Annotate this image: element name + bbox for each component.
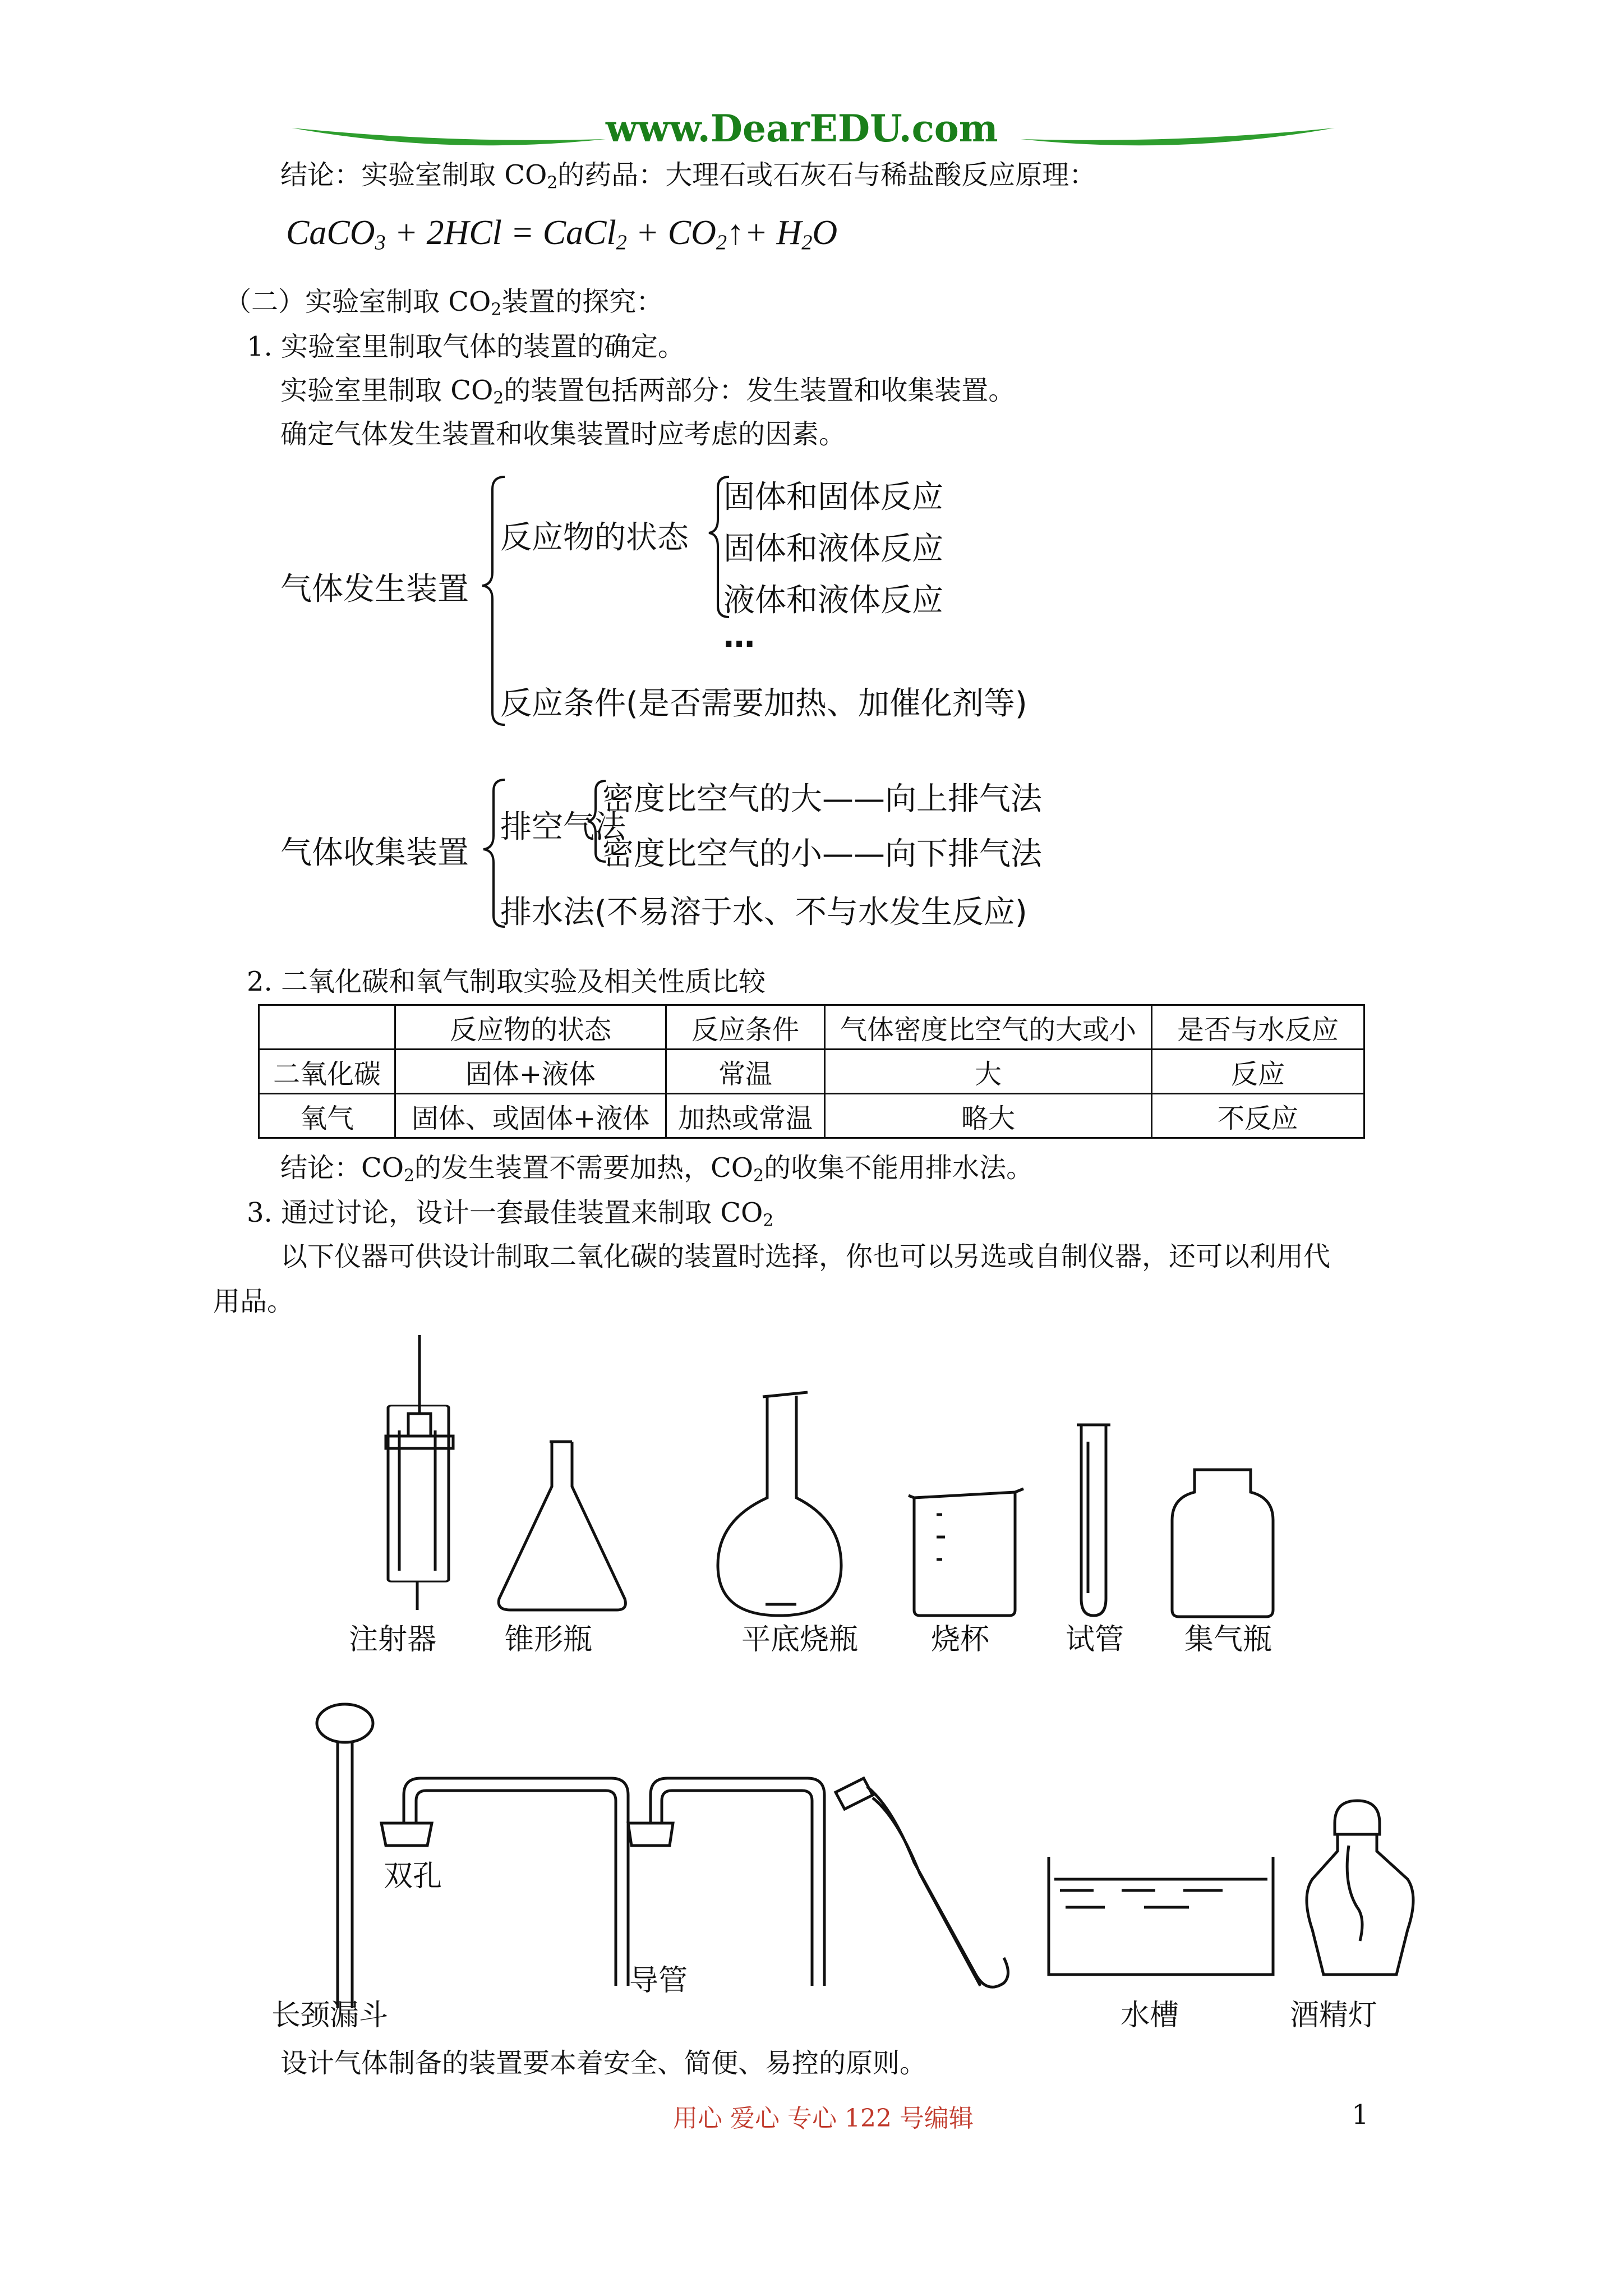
apparatus-label: 烧杯 (931, 1623, 990, 1657)
gen-branch-conditions: 反应条件(是否需要加热、加催化剂等) (500, 685, 1027, 722)
col-branch-water: 排水法(不易溶于水、不与水发生反应) (500, 894, 1027, 931)
item1-line1: 实验室里制取 $CO_2$的装置包括两部分：发生装置和收集装置。 (280, 375, 1016, 408)
apparatus-label: 注射器 (349, 1623, 437, 1657)
table-row: 二氧化碳 固体+液体 常温 大 反应 (259, 1050, 1364, 1094)
table-header-cell (259, 1005, 395, 1050)
item3-para-line2: 用品。 (213, 1286, 294, 1317)
gen-leaf: 固体和固体反应 (723, 479, 943, 516)
item2-title: 2. 二氧化碳和氧气制取实验及相关性质比较 (247, 966, 766, 997)
page-number: 1 (1352, 2099, 1369, 2131)
gas-jar-icon (1172, 1470, 1273, 1617)
rubber-tube-icon (836, 1778, 1008, 1987)
col-leaf: 密度比空气的小——向下排气法 (602, 836, 1042, 872)
apparatus-label: 水槽 (1121, 1999, 1179, 2032)
col-branch-air: 排空气法 (500, 809, 626, 845)
table-header-cell: 是否与水反应 (1152, 1005, 1364, 1050)
alcohol-lamp-icon (1307, 1801, 1413, 1975)
test-tube-icon (1077, 1425, 1110, 1616)
footer-text: 用心 爱心 专心 122 号编辑 (673, 2104, 974, 2133)
logo-text: www.DearEDU.com (606, 107, 998, 150)
table-header-cell: 反应条件 (666, 1005, 825, 1050)
item3-para-line1: 以下仪器可供设计制取二氧化碳的装置时选择，你也可以另选或自制仪器，还可以利用代 (280, 1241, 1331, 1272)
collection-diagram (280, 769, 1178, 937)
gen-leaf: … (723, 618, 755, 655)
long-neck-funnel-icon (317, 1704, 373, 2008)
section-heading: （二）实验室制取 $CO_2$装置的探究： (224, 286, 663, 320)
apparatus-label: 导管 (629, 1964, 688, 1998)
gen-leaf: 液体和液体反应 (723, 582, 943, 619)
gen-root: 气体发生装置 (280, 571, 469, 608)
chemical-equation: CaCO$_3$ + 2HCl = CaCl$_2$ + $CO_2↑+ H_2O$ (286, 214, 838, 255)
col-root: 气体收集装置 (280, 835, 469, 871)
item1-title: 1. 实验室里制取气体的装置的确定。 (247, 331, 685, 362)
conclusion-reagents: 结论：实验室制取 $CO_2$的药品：大理石或石灰石与稀盐酸反应原理： (280, 159, 1096, 193)
gen-leaf: 固体和液体反应 (723, 531, 943, 567)
conical-flask-icon (499, 1442, 625, 1610)
apparatus-label: 试管 (1066, 1623, 1124, 1657)
item1-line2: 确定气体发生装置和收集装置时应考虑的因素。 (280, 418, 846, 450)
apparatus-label: 锥形瓶 (505, 1623, 593, 1657)
apparatus-label: 酒精灯 (1290, 1999, 1378, 2032)
beaker-icon (909, 1489, 1023, 1616)
gas-arrow-icon: ↑ (727, 214, 745, 252)
apparatus-label: 集气瓶 (1184, 1623, 1272, 1657)
apparatus-label: 长颈漏斗 (271, 1999, 389, 2032)
col-leaf: 密度比空气的大——向上排气法 (602, 781, 1042, 817)
table-header-cell: 气体密度比空气的大或小 (825, 1005, 1152, 1050)
gen-branch-state: 反应物的状态 (500, 519, 689, 556)
leaf-swoosh-right-icon (1021, 117, 1335, 156)
conclusion-co2: 结论：$CO_2$的发生装置不需要加热，$CO_2$的收集不能用排水法。 (280, 1152, 1034, 1186)
table-header-cell: 反应物的状态 (395, 1005, 666, 1050)
table-header-row (259, 1005, 1364, 1050)
apparatus-label: 双孔 (384, 1860, 442, 1893)
closing-line: 设计气体制备的装置要本着安全、简便、易控的原则。 (280, 2047, 927, 2079)
leaf-swoosh-left-icon (292, 117, 606, 156)
delivery-tube-icon (628, 1778, 824, 1986)
apparatus-label: 平底烧瓶 (741, 1623, 859, 1657)
water-trough-icon (1049, 1857, 1273, 1975)
table-row: 氧气 固体、或固体+液体 加热或常温 略大 不反应 (259, 1094, 1364, 1138)
syringe-icon (386, 1335, 453, 1610)
comparison-table (258, 1004, 1365, 1139)
flat-bottom-flask-icon (718, 1392, 841, 1616)
item3-title: 3. 通过讨论，设计一套最佳装置来制取 $CO_2$ (247, 1197, 774, 1231)
generation-diagram (280, 466, 1122, 735)
apparatus-row2 (269, 1694, 1615, 2042)
header-logo (292, 107, 1335, 157)
